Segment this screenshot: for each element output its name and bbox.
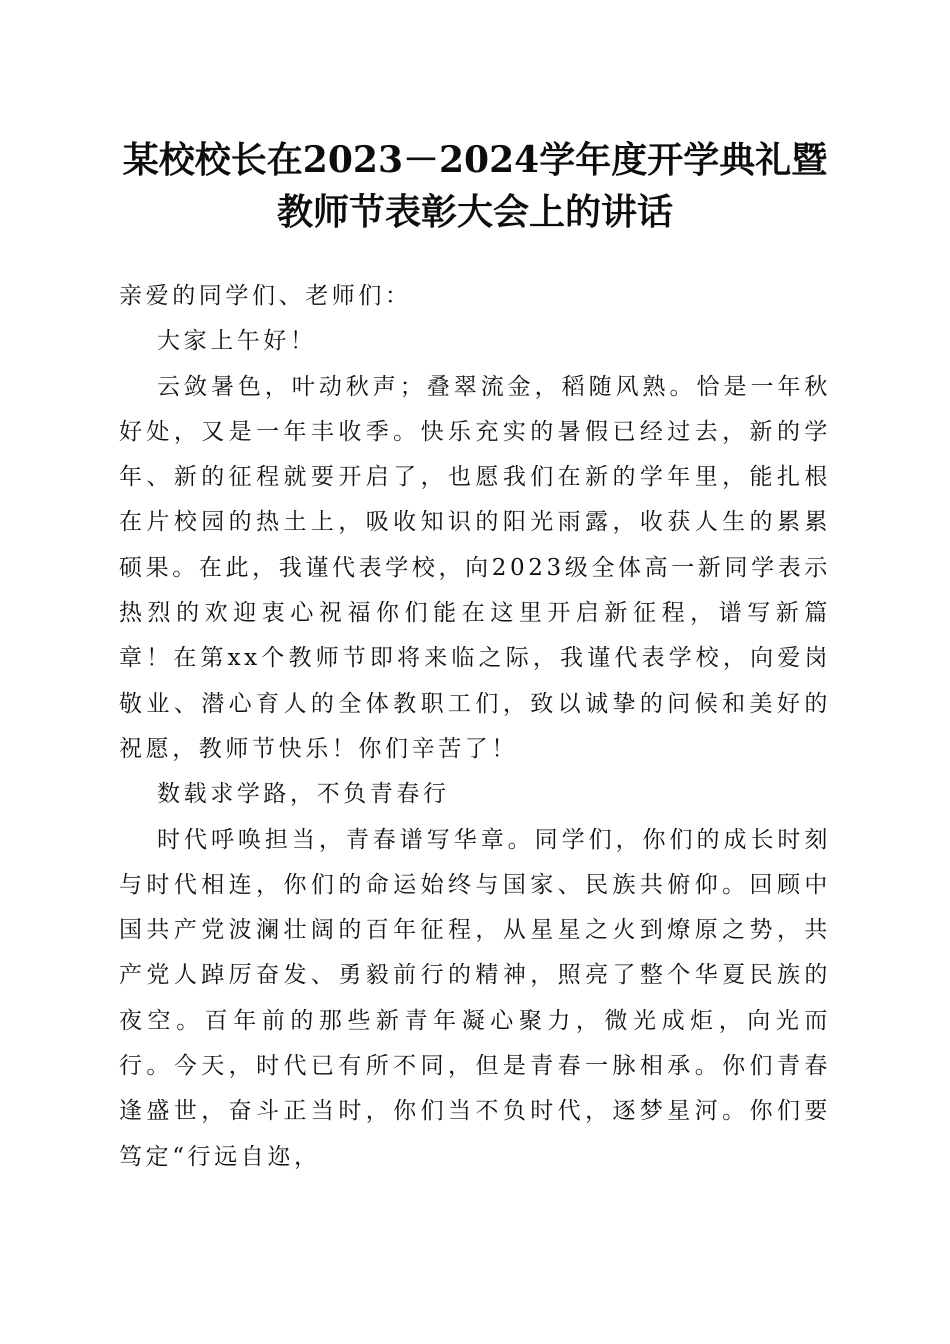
body-paragraph: 时代呼唤担当，青春谱写华章。同学们，你们的成长时刻与时代相连，你们的命运始终与国家、民族共俯仰。回顾中国共产党波澜壮阔的百年征程，从星星之火到燎原之势，共产党人踔厉奋发、勇毅前行的精神，照亮了整个华夏民族的夜空。百年前的那些新青年凝心聚力，微光成炬，向光而行。今天，时代已有所不同，但是青春一脉相承。你们青春逢盛世，奋斗正当时，你们当不负时代，逐梦星河。你们要笃定“行远自迩， bbox=[119, 826, 831, 1170]
opening-paragraph: 云敛暑色，叶动秋声；叠翠流金，稻随风熟。恰是一年秋好处，又是一年丰收季。快乐充实的暑假已经过去，新的学年、新的征程就要开启了，也愿我们在新的学年里，能扎根在片校园的热土上，吸收知识的阳光雨露，收获人生的累累硕果。在此，我谨代表学校，向2023级全体高一新同学表示热烈的欢迎衷心祝福你们能在这里开启新征程，谱写新篇章！在第xx个教师节即将来临之际，我谨代表学校，向爱岗敬业、潜心育人的全体教职工们，致以诚挚的问候和美好的祝愿，教师节快乐！你们辛苦了！ bbox=[119, 373, 831, 762]
document-title: 某校校长在2023－2024学年度开学典礼暨教师节表彰大会上的讲话 bbox=[122, 139, 828, 233]
document-body bbox=[119, 274, 831, 1180]
section-heading: 数载求学路，不负青春行 bbox=[157, 781, 450, 808]
greeting-paragraph: 大家上午好！ bbox=[157, 328, 317, 355]
salutation: 亲爱的同学们、老师们： bbox=[119, 283, 412, 309]
